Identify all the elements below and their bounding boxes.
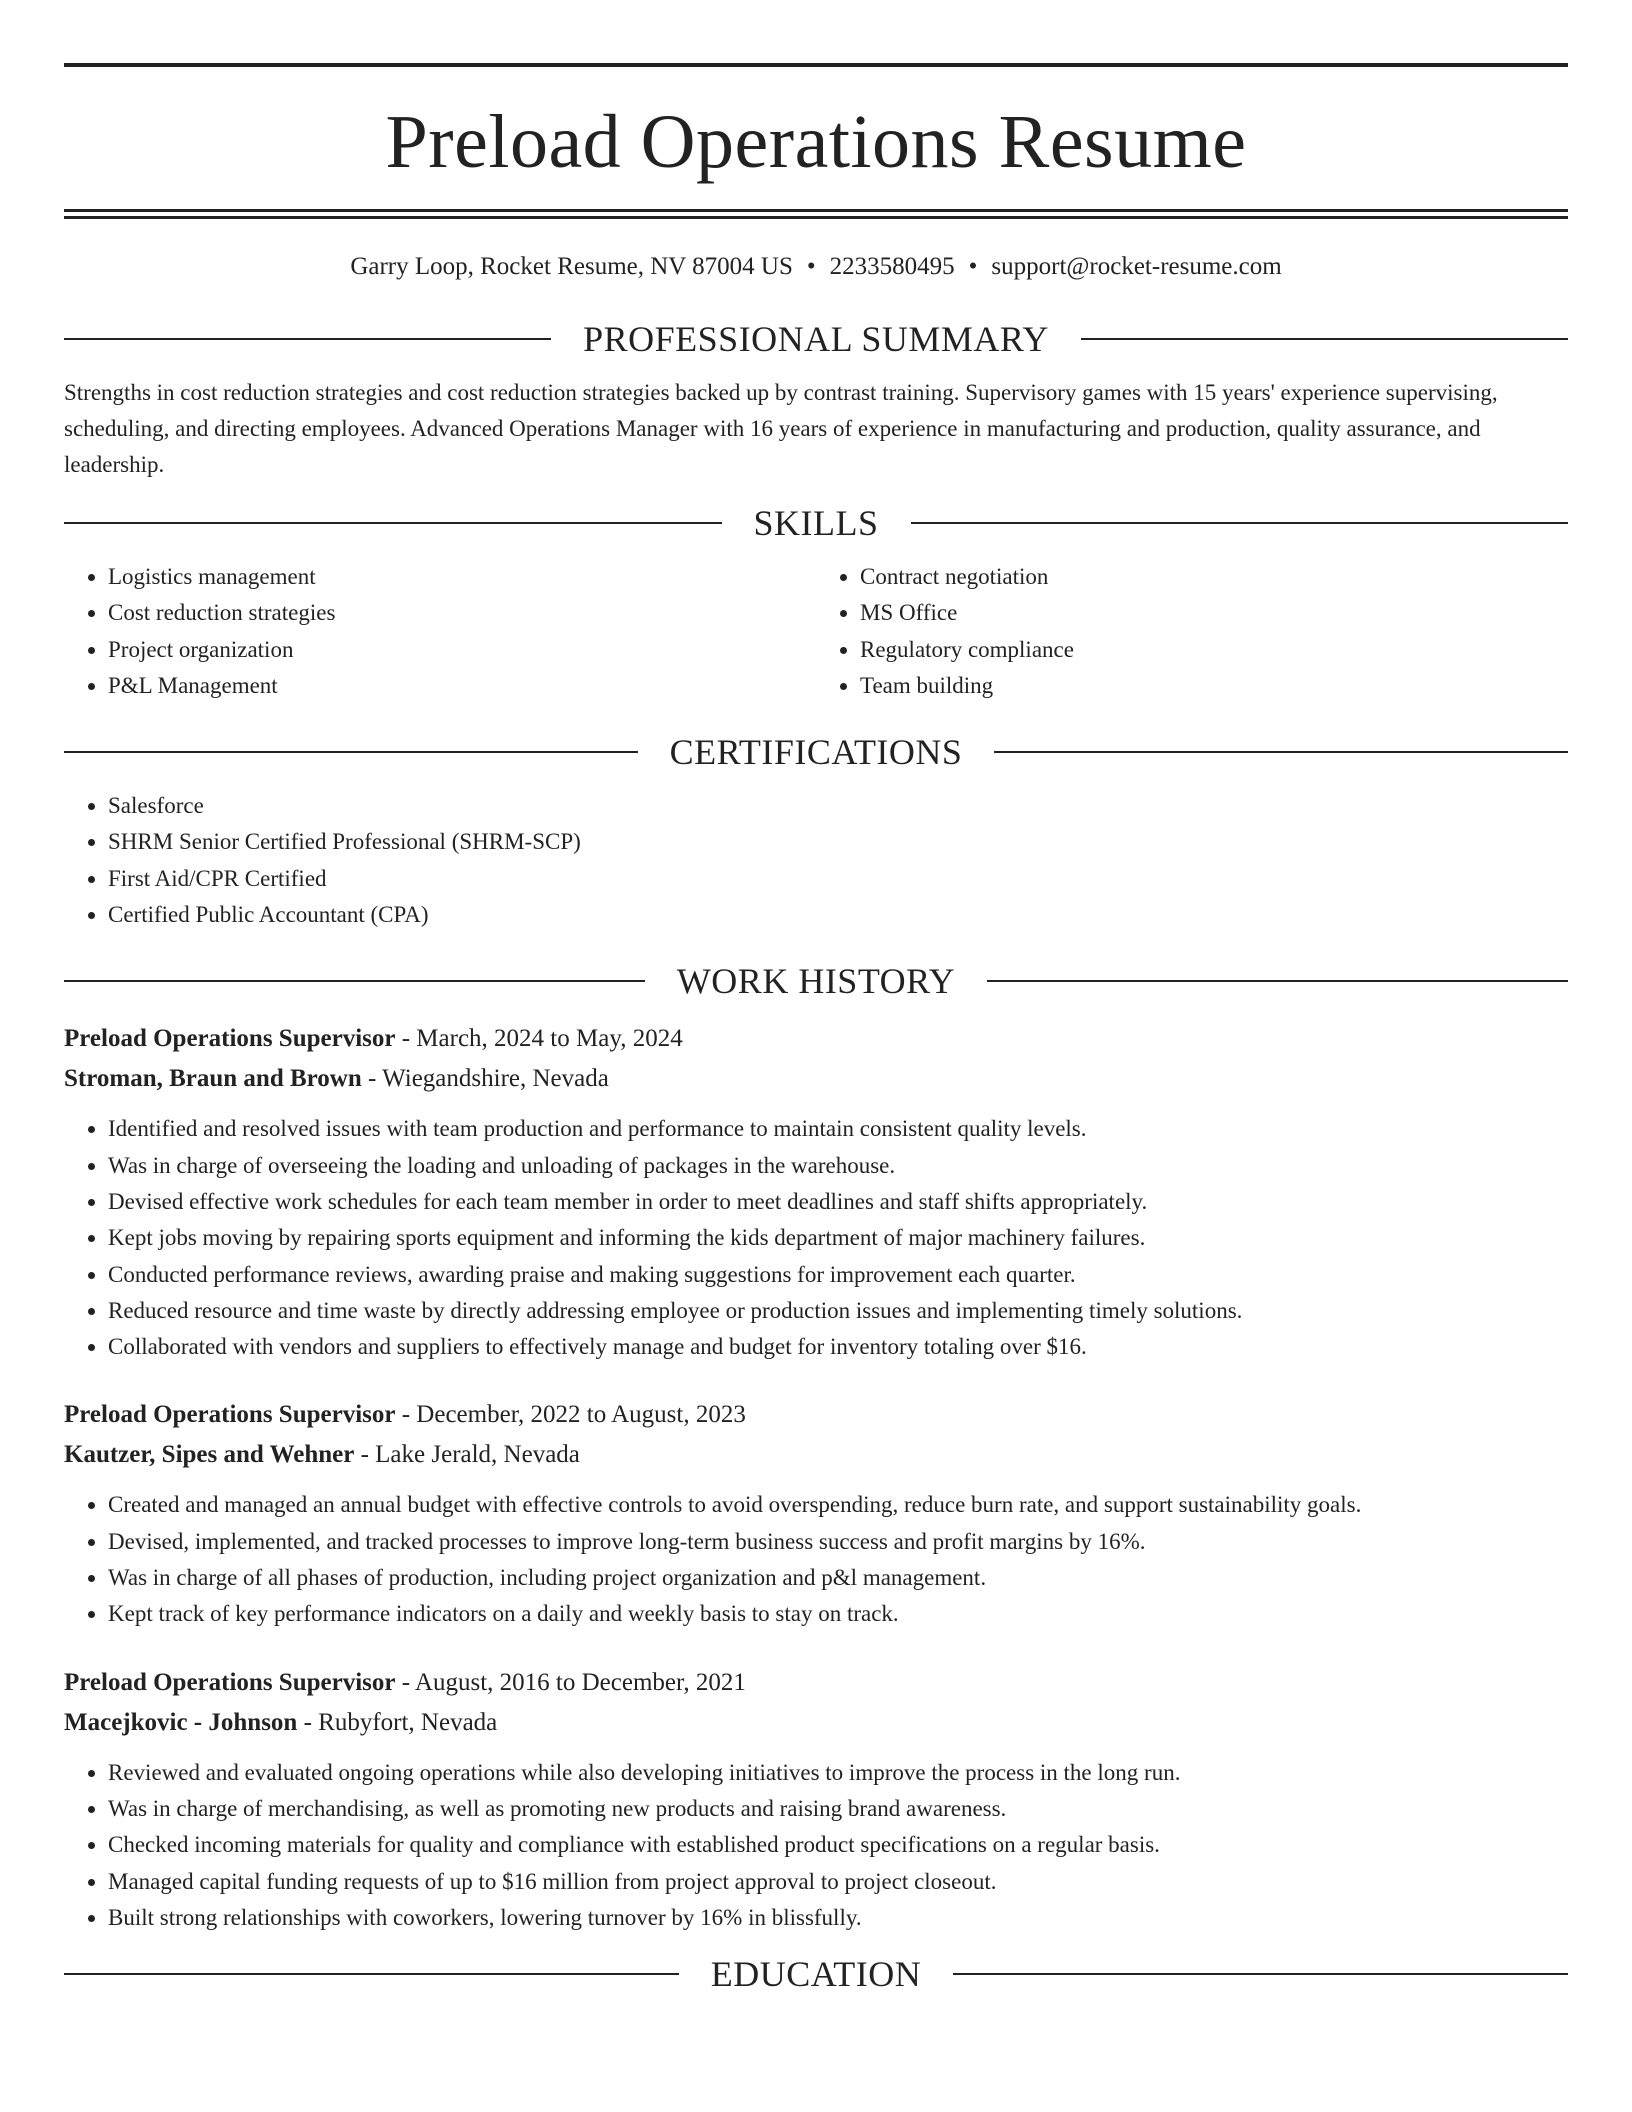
job-location: - Wiegandshire, Nevada [361, 1065, 609, 1093]
resume-title: Preload Operations Resume [385, 100, 1247, 184]
heading-rule [64, 338, 551, 340]
job-bullet: • Identified and resolved issues with team production and performance to maintain consistent quality levels. [108, 1111, 1568, 1147]
contact-separator: • [968, 253, 978, 280]
certification-item: • Salesforce [108, 788, 1568, 824]
job-bullets [64, 1487, 1568, 1632]
resume-page [64, 0, 1568, 1996]
certification-item: • SHRM Senior Certified Professional (SHRM-SCP) [108, 824, 1568, 860]
job-company-line [64, 1059, 1568, 1099]
job-title: Preload Operations Supervisor [64, 1025, 396, 1053]
job-title: Preload Operations Supervisor [64, 1668, 396, 1696]
job-title: Preload Operations Supervisor [64, 1401, 396, 1429]
job-bullet: • Kept jobs moving by repairing sports equipment and informing the kids department of major machinery failures. [108, 1220, 1568, 1256]
job-bullet: • Conducted performance reviews, awarding praise and making suggestions for improvement each quarter. [108, 1257, 1568, 1293]
skill-item: • P&L Management [108, 668, 816, 704]
section-title: WORK HISTORY [676, 961, 956, 1002]
contact-phone: 2233580495 [829, 253, 955, 280]
skills-section-heading [64, 501, 1568, 545]
skills-list-left [64, 559, 816, 704]
job-bullet: • Reviewed and evaluated ongoing operations while also developing initiatives to improve the process in the long run. [108, 1755, 1568, 1791]
summary-section-heading [64, 317, 1568, 361]
contact-separator: • [806, 253, 816, 280]
job-company: Kautzer, Sipes and Wehner [64, 1441, 355, 1469]
job-title-line [64, 1019, 1568, 1059]
job-dates: - August, 2016 to December, 2021 [395, 1668, 746, 1696]
job-title-line [64, 1663, 1568, 1703]
skill-item: • Logistics management [108, 559, 816, 595]
education-section-heading [64, 1952, 1568, 1996]
skill-item: • Project organization [108, 632, 816, 668]
job-location: - Lake Jerald, Nevada [354, 1441, 580, 1469]
job-bullet: • Was in charge of all phases of production, including project organization and p&l management. [108, 1560, 1568, 1596]
heading-rule [64, 1973, 679, 1975]
skill-item: • Contract negotiation [860, 559, 1568, 595]
summary-text: Strengths in cost reduction strategies and cost reduction strategies backed up by contrast training. Supervisory games with 15 years' experience supervising, scheduling, and directing employees. Advanced Operations Manager with 16 years of experience in manufacturing and production, quality assurance, and leadership. [64, 380, 1498, 477]
skill-item: • Regulatory compliance [860, 632, 1568, 668]
contact-address: Garry Loop, Rocket Resume, NV 87004 US [350, 253, 793, 280]
section-title: PROFESSIONAL SUMMARY [583, 319, 1049, 359]
job-company: Stroman, Braun and Brown [64, 1065, 362, 1093]
job-bullet: • Checked incoming materials for quality and compliance with established product specifications on a regular basis. [108, 1827, 1568, 1863]
job-bullet: • Devised effective work schedules for each team member in order to meet deadlines and staff shifts appropriately. [108, 1184, 1568, 1220]
work-history-section-heading [64, 959, 1568, 1003]
job-company: Macejkovic - Johnson [64, 1708, 298, 1736]
section-title: CERTIFICATIONS [669, 732, 963, 773]
certification-item: • First Aid/CPR Certified [108, 861, 1568, 897]
heading-rule [1081, 338, 1568, 340]
job-bullet: • Was in charge of overseeing the loading and unloading of packages in the warehouse. [108, 1148, 1568, 1184]
job-bullet: • Collaborated with vendors and suppliers to effectively manage and budget for inventory totaling over $16. [108, 1329, 1568, 1365]
certification-item: • Certified Public Accountant (CPA) [108, 897, 1568, 933]
job-bullet: • Managed capital funding requests of up to $16 million from project approval to project closeout. [108, 1864, 1568, 1900]
job-bullet: • Built strong relationships with coworkers, lowering turnover by 16% in blissfully. [108, 1900, 1568, 1936]
job-bullet: • Reduced resource and time waste by directly addressing employee or production issues and implementing timely solutions. [108, 1293, 1568, 1329]
heading-rule [64, 751, 638, 753]
job-bullets [64, 1755, 1568, 1936]
job-title-line [64, 1395, 1568, 1435]
top-rule [64, 63, 1568, 67]
contact-line [64, 251, 1568, 283]
job-entry [64, 1019, 1568, 1365]
job-bullet: • Was in charge of merchandising, as well as promoting new products and raising brand awareness. [108, 1791, 1568, 1827]
heading-rule [953, 1973, 1568, 1975]
job-dates: - December, 2022 to August, 2023 [395, 1401, 746, 1429]
certifications-list [64, 788, 1568, 933]
job-entry [64, 1663, 1568, 1936]
heading-rule [64, 980, 645, 982]
job-entry [64, 1395, 1568, 1632]
heading-rule [987, 980, 1568, 982]
section-title: EDUCATION [710, 1954, 922, 1995]
title-double-rule [64, 209, 1568, 219]
job-bullet: • Created and managed an annual budget with effective controls to avoid overspending, reduce burn rate, and support sustainability goals. [108, 1487, 1568, 1523]
certifications-section-heading [64, 730, 1568, 774]
skill-item: • Team building [860, 668, 1568, 704]
job-bullet: • Devised, implemented, and tracked processes to improve long-term business success and profit margins by 16%. [108, 1524, 1568, 1560]
skills-grid [64, 559, 1568, 704]
heading-rule [911, 522, 1569, 524]
job-location: - Rubyfort, Nevada [297, 1708, 498, 1736]
job-bullets [64, 1111, 1568, 1365]
job-bullet: • Kept track of key performance indicators on a daily and weekly basis to stay on track. [108, 1596, 1568, 1632]
skills-list-right [816, 559, 1568, 704]
skill-item: • Cost reduction strategies [108, 595, 816, 631]
skill-item: • MS Office [860, 595, 1568, 631]
heading-rule [64, 522, 722, 524]
heading-rule [994, 751, 1568, 753]
job-company-line [64, 1435, 1568, 1475]
contact-email: support@rocket-resume.com [991, 253, 1282, 280]
section-title: SKILLS [753, 503, 879, 543]
job-dates: - March, 2024 to May, 2024 [395, 1025, 683, 1053]
job-company-line [64, 1703, 1568, 1743]
